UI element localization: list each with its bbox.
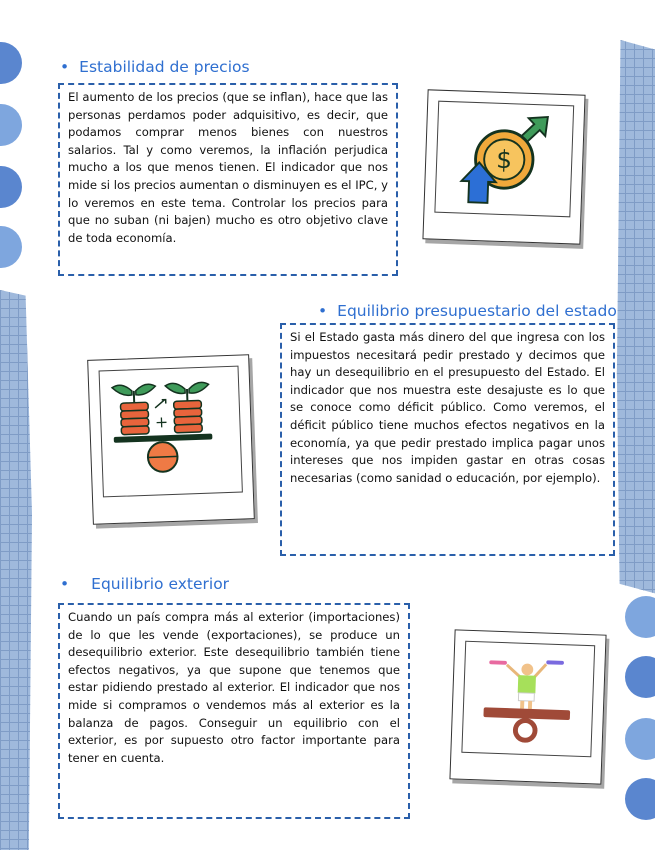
polaroid-photo [449, 629, 606, 784]
decor-dot [0, 166, 22, 208]
balance-coins-plants-icon [100, 367, 242, 497]
grid-paper-strip-right [616, 40, 655, 595]
bullet-icon: • [60, 575, 69, 593]
decor-dot [0, 226, 22, 268]
paragraph: El aumento de los precios (que se inflan), hace que las personas perdamos poder adquisitivo, es decir, que podamos comprar menos bienes con nuestros salarios. Tal y como veremos, la inflación perjudica mucho a los que menos tienen. El indicador que nos mide si los precios aumentan o disminuyen es el IPC, y lo veremos en este tema. Controlar los precios para que no suban (ni bajen) mucho es otro objetivo clave de toda economía. [68, 89, 388, 247]
text-box-price-stability [58, 83, 398, 276]
svg-text:$: $ [496, 145, 513, 175]
decor-dot [625, 718, 655, 760]
photo-frame [461, 641, 595, 757]
paragraph: Cuando un país compra más al exterior (importaciones) de lo que les vende (exportaciones), se produce un desequilibrio exterior. Este desequilibrio también tiene efectos negativos, ya que supone que tenemos que estar pidiendo prestado al exterior. El indicador que nos mide si compramos o vendemos más al exterior es la balanza de pagos. Conseguir un equilibrio con el exterior, es por supuesto otro factor importante para tener en cuenta. [68, 609, 400, 767]
section-title-budget-balance: • Equilibrio presupuestario del estado [318, 302, 617, 320]
polaroid-photo [422, 89, 585, 244]
grid-paper-strip-left [0, 290, 32, 850]
polaroid-photo [87, 354, 255, 525]
decor-dot [625, 778, 655, 820]
decor-dot [625, 596, 655, 638]
text-box-external-balance [58, 603, 410, 819]
person-balance-icon [462, 642, 594, 756]
section-title-external-balance: • Equilibrio exterior [60, 575, 229, 593]
decor-dot [625, 656, 655, 698]
section-title-price-stability: • Estabilidad de precios [60, 58, 250, 76]
svg-text:+: + [155, 412, 169, 431]
photo-frame [99, 366, 243, 498]
text-box-budget-balance [280, 323, 615, 556]
decor-dot [0, 42, 22, 84]
coin-dollar-arrows-icon [435, 102, 573, 217]
paragraph: Si el Estado gasta más dinero del que ingresa con los impuestos necesitará pedir prestado y decimos que hay un desequilibrio en el presupuesto del Estado. El indicador que nos muestra este desajuste es lo que se conoce como déficit público. Como veremos, el déficit público tiene muchos efectos negativos en la economía, ya que pedir prestado implica pagar unos intereses que nos impiden gastar en otras cosas necesarias (como sanidad o educación, por ejemplo). [290, 329, 605, 487]
decor-dot [0, 104, 22, 146]
bullet-icon: • [60, 58, 69, 76]
bullet-icon: • [318, 302, 327, 320]
photo-frame [434, 101, 574, 218]
